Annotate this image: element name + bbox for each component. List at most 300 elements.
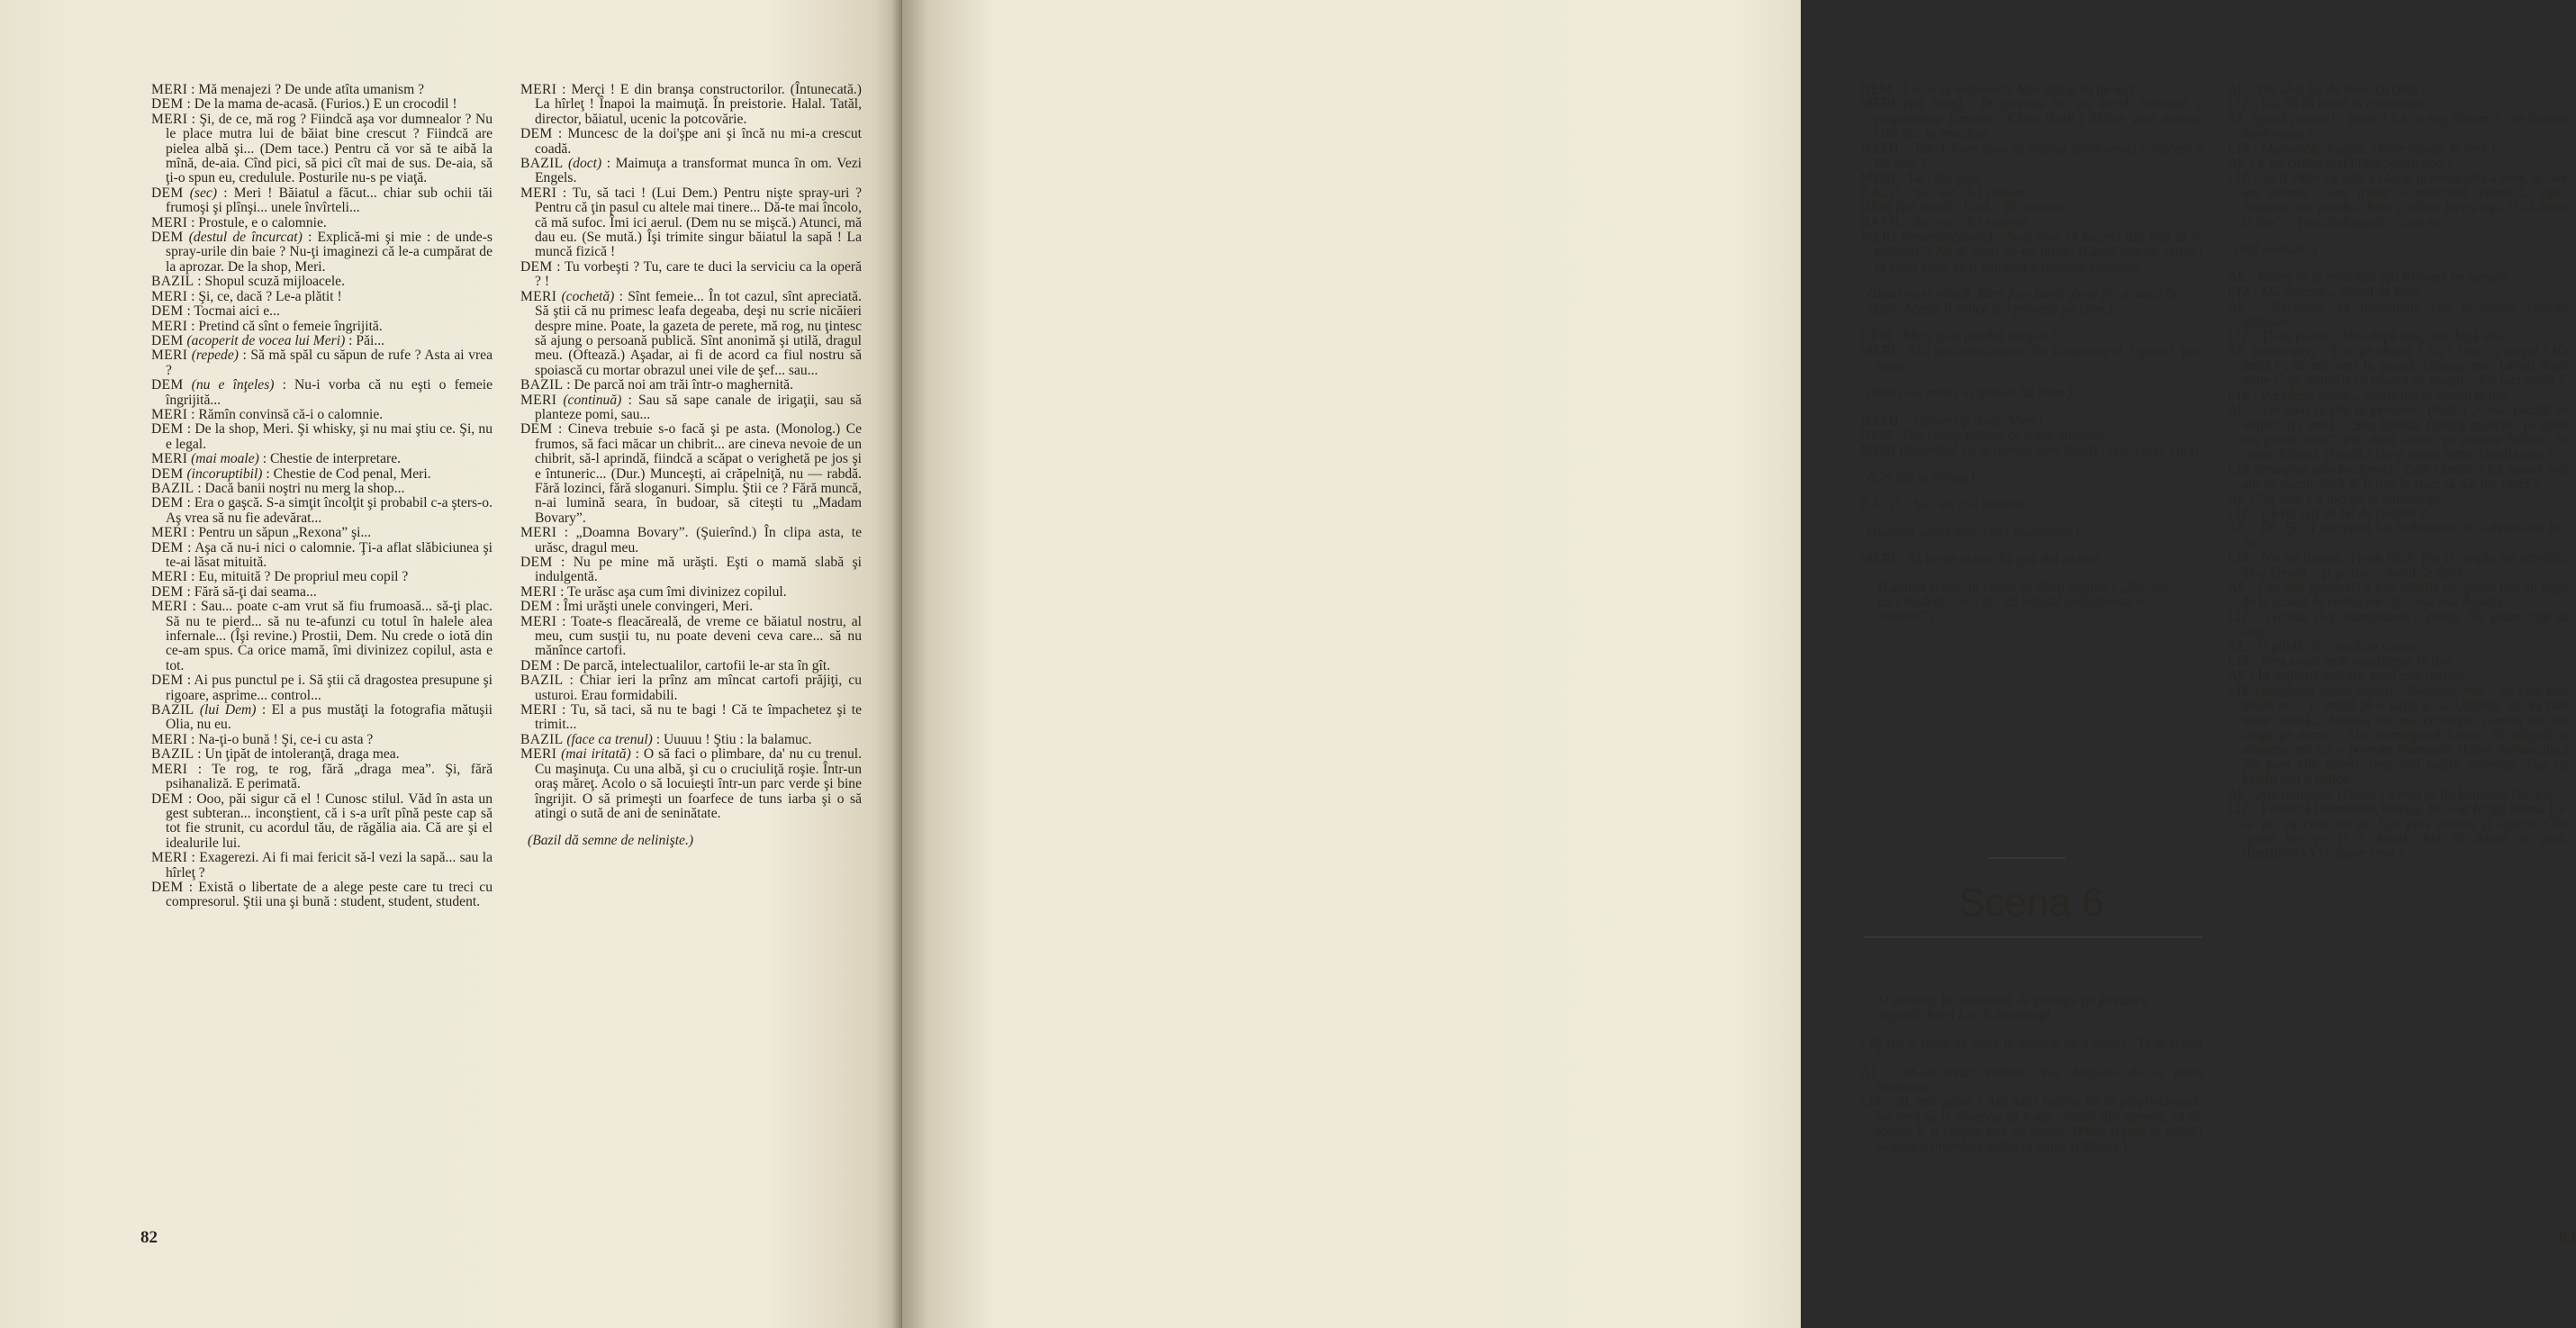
dialogue-line: MERI (mai iritată) : O să faci o plimbare, da' nu cu trenul. Cu maşinuţa. Cu una albă, şi cu o cruciuliţă roşie. Într-un oraş măreţ. Acolo o să locuieşti într-un parc verde şi bine îngrijit. O să primeşti un foarfece de tuns iarba şi o să atingi o sută de ani de seninătate. xyxy=(520,746,862,821)
line-text: Da. Să fii timid în continuare. xyxy=(2261,96,2429,113)
dialogue-line: BAZIL : Sic, sic, că-i student. xyxy=(1860,185,2030,201)
speaker-name: DEM xyxy=(151,96,184,113)
dialogue-line: BAZIL : Fiindcă am spus că băiatul spălătoresei e student ? De asta ? xyxy=(1860,140,2202,172)
speaker-name: BAZIL xyxy=(151,480,194,496)
dialogue-line: MERI : Eu, mituită ? De propriul meu copil ? xyxy=(151,569,409,585)
page-number-right: 83 xyxy=(2559,1228,2576,1247)
dialogue-line: AL : Pot să-ţi fiu de folos cu ceva ? xyxy=(2228,82,2427,97)
speaker-name: LIZ xyxy=(2228,461,2251,477)
dialogue-line: MERI : Toate-s fleacăreală, de vreme ce băiatul nostru, al meu, cum susţii tu, nu poate deveni ceva care... să nu mănînce cartofi. xyxy=(520,613,862,659)
speaker-name: MERI xyxy=(1860,343,1897,359)
speaker-name: DEM xyxy=(151,332,184,348)
dialogue-line: MERI : Sau... poate c-am vrut să fiu frumoasă... să-ţi plac. Să nu te pierd... să nu te-afunzi cu totul în halele alea infernale... (Îşi revine.) Prostii, Dem. Nu crede o iotă din ce-am spus. Ca orice mamă, îmi divinizez copilul, asta e tot. xyxy=(151,599,493,673)
line-text: Nu asta. Că lucrezi la Salvare şi... xyxy=(2257,491,2447,507)
dialogue-line: LIZ : Că-mi eşti un fel de pacient ? xyxy=(2228,505,2427,521)
line-text: Pretind că sînt o femeie îngrijită. xyxy=(198,318,383,334)
line-text: Chiar ieri la prînz am mîncat cartofi prăjiţi, cu usturoi. Erau formidabili. xyxy=(535,673,862,703)
dialogue-line: MERI : Prostule, e o calomnie. xyxy=(151,214,327,230)
speaker-name: MERI xyxy=(520,525,557,541)
line-text: Am uitat că sînt în pensiune. (Rîde.) „Ursul păcălit de vulpe”. (O imită.) „Sînt blondă, fiindcă muncesc pe unde mă prinde luna”. Păi, dacă lucrezi pe maşina Salvării, te crede, băiatul. (Pauză.) Nu-ţi spune nimic chestia asta ? xyxy=(2242,402,2568,463)
line-text: O să faci o plimbare, da' nu cu trenul. Cu maşinuţa. Cu una albă, şi cu o cruciuliţă roşie. Într-un oraş măreţ. Acolo o să locuieşti într-un parc verde şi bine îngrijit. O să primeşti un foarfece de tuns iarba şi o să atingi o sută de ani de seninătate. xyxy=(535,746,862,821)
dialogue-line: DEM : Muncesc de la doi'şpe ani şi încă nu mi-a crescut coadă. xyxy=(520,126,862,157)
speaker-name: BAZIL xyxy=(520,673,564,689)
stage-direction-inline: (admirativ) xyxy=(2252,343,2317,359)
dialogue-line: LIZ (pregătind micul dejun) : Pacienţii mei... de cele mai multe ori... îi întind pe-o targă şi, la Urgenţă, în cea mai mare viteză... Nimeni nu mă cunoaşte, nimeni nu mă strigă pe nume... Alo, domnişoară Lizica, fii drăguţă şi adoarme-mă cu o poveste frumoasă. (Ceva melancolie.) Nu prea alin dureri, deşi văd multă suferinţă. Dar cu băieţii sînt o cinică. xyxy=(2228,682,2568,788)
dialogue-line: AL (admirativ) : Tras pe sfoară ! Eu ! Dus cu preşul ! (O imită.) „Să mă vezi la ştrand, băieţaş, mor băieţii după mine !” Şi, aiureala cu munca de noapte... Ce faci acolo ? xyxy=(2228,343,2569,389)
dialogue-line: DEM : Las-o să vorbească. Mai sînt şi eu pe-aici. xyxy=(1860,82,2138,97)
dialogue-line: MERI : Mă menajezi ? De unde atîta umanism ? xyxy=(151,82,425,97)
line-text: Că-mi eşti un fel de pacient ? xyxy=(2261,505,2427,521)
speaker-name: DEM xyxy=(151,495,184,511)
speaker-name: MERI xyxy=(1860,230,1897,246)
line-text: Te urăsc aşa cum îmi divinizez copilul. xyxy=(567,583,787,600)
dialogue-line: DEM : De la shop, Meri. Şi whisky, şi nu mai ştiu ce. Şi, nu e legal. xyxy=(151,421,493,452)
speaker-name: LIZ xyxy=(2228,609,2251,625)
line-text: Să fi văzut ce ochi a căscat prietena asta a mea, la care am dormit. I-am trîntit o minciună cosmică. „Ştii, Augusta, am pierdut cheia şi mîine forţez uşa. O să dorm la tine”. „Te-ai îndrăgostit”, zice ea. xyxy=(2242,170,2568,230)
dialogue-line: DEM : Tocmai aici e... xyxy=(151,303,280,320)
stage-direction: (Lumina scade, în vreme ce Bazil bîiguie : „Sic, sic, că-i student... Sic, sic, că băiatul spălătoresei e student”.) xyxy=(1878,579,2171,625)
line-text: Era o gaşcă. S-a simţit încolţit şi probabil c-a şters-o. Aş vrea să nu fie adevărat... xyxy=(166,495,493,526)
speaker-name: DEM xyxy=(1860,329,1893,345)
line-text: Şi, de ce, mă rog ? Fiindcă aşa vor dumnealor ? Nu le place mutra lui de băiat bine crescut ? Fiindcă are pielea albă şi... (Dem tace.) Pentru că vor să te aibă la mînă, de-aia. Cînd pici, să pici cît mai de sus. De-aia, să ţi-o spun eu, credulule. Posturile nu-s pe viaţă. xyxy=(166,111,493,186)
dialogue-line: DEM : De parcă, intelectualilor, cartofii le-ar sta în gît. xyxy=(520,657,831,673)
line-text: Păi... xyxy=(356,332,385,348)
line-text: Dacă banii noştri nu merg la shop... xyxy=(204,480,405,496)
line-text: Tocmai aici e... xyxy=(194,303,280,320)
dialogue-line: MERI : Şi, de ce, mă rog ? Fiindcă aşa vor dumnealor ? Nu le place mutra lui de băiat bine crescut ? Fiindcă are pielea albă şi... (Dem tace.) Pentru că vor să te aibă la mînă, de-aia. Cînd pici, să pici cît mai de sus. De-aia, să ţi-o spun eu, credulule. Posturile nu-s pe viaţă. xyxy=(151,111,493,186)
scene-divider-bottom xyxy=(1864,936,2202,938)
speaker-name: MERI xyxy=(151,850,188,866)
dialogue-line: DEM : De la mama de-acasă. (Furios.) E un crocodil ! xyxy=(151,96,457,113)
speaker-name: LIZ xyxy=(1860,1094,1884,1110)
dialogue-line: AL : E un cuvînt mai blînd pentru pod ? xyxy=(2228,156,2454,172)
line-text: Sic, sic că-i student. xyxy=(1913,497,2027,513)
dialogue-line: BAZIL : Un ţipăt de intoleranţă, draga mea. xyxy=(151,746,400,763)
dialogue-line: AL : M-au trezit vrăbiile. Fac dragoste de la patru dimineaţa. xyxy=(1860,1064,2202,1096)
dialogue-line: BAZIL : Dacă banii noştri nu merg la shop... xyxy=(151,480,405,496)
speaker-name: DEM xyxy=(1860,200,1893,216)
speaker-name: BAZIL xyxy=(1860,214,1903,230)
dialogue-line: DEM : Îmi urăşti unele convingeri, Meri. xyxy=(520,599,754,615)
dialogue-line: BAZIL : Sic, sic, că-i student. xyxy=(1860,214,2030,230)
dialogue-line: LIZ (cu o sticlă de lapte în mînă şi cu o pîine) : Te-ai sculat ? xyxy=(1860,1034,2203,1066)
dialogue-line: BAZIL (doct) : Maimuţa a transformat munca în om. Vezi Engels. xyxy=(520,156,862,186)
dialogue-line: LIZ : Pregătesc micul... foarte micul nostru dejun. xyxy=(2228,387,2510,403)
speaker-name: AL xyxy=(1860,1064,1880,1080)
speaker-name: MERI xyxy=(151,451,188,467)
speaker-name: DEM xyxy=(151,583,184,600)
dialogue-line: BAZIL (lui Dem) : El a pus mustăţi la fotografia mătuşii Olia, nu eu. xyxy=(151,702,493,733)
dialogue-line: MERI : Tu, să taci, să nu te bagi ! Că te împachetez şi te trimit... xyxy=(520,702,863,733)
line-text: Şi, ce, dacă ? Le-a plătit ! xyxy=(198,288,342,304)
line-text: Prea aveai mult neastîmpăr în tine. xyxy=(2261,654,2456,670)
line-text: Nu pe mine mă urăşti. Eşti o mamă slabă şi indulgentă. xyxy=(535,555,862,585)
speaker-name: BAZIL xyxy=(151,746,194,763)
line-text: Meri ! Băiatul a făcut... chiar sub ochii tăi frumoşi şi plînşi... unele învîrteli... xyxy=(166,185,493,216)
speaker-name: LIZ xyxy=(2228,170,2251,186)
stage-direction-inline: (cochetă) xyxy=(561,288,615,304)
dialogue-line: LIZ : Şi, eşti gelos ! Am adus laptele de la proprietăreasă. Nu cred să fi observat că n-am coborît din cameră, ca de obicei. E o femeie tare de treabă. (Pune reşoul în priză.) Şi-avea o încredere oarbă în mine. (Oftează.) xyxy=(1860,1094,2202,1154)
line-text: Şi, eşti gelos ! Am adus laptele de la proprietăreasă. Nu cred să fi observat că n-am coborît din cameră, ca de obicei. E o femeie tare de treabă. (Pune reşoul în priză.) Şi-avea o încredere oarbă în mine. (Oftează.) xyxy=(1875,1094,2202,1154)
dialogue-line: MERI : Şi, ce, dacă ? Le-a plătit ! xyxy=(151,288,342,304)
dialogue-line: BAZIL : Chiar ieri la prînz am mîncat cartofi prăjiţi, cu usturoi. Erau formidabili. xyxy=(520,673,862,703)
dialogue-line: LIZ : Ţi-au plăcut ? Una după alta, una după alta... xyxy=(2228,329,2514,345)
speaker-name: DEM xyxy=(151,673,184,689)
dialogue-line: DEM : Tu vorbeşti ? Tu, care te duci la serviciu ca la operă ? ! xyxy=(520,258,862,290)
stage-direction-inline: (repede) xyxy=(191,348,239,364)
stage-direction-inline: (incoruptibil) xyxy=(186,465,263,482)
dialogue-line: MERI : Te rog, te rog, fără „draga mea”. Şi, fără psihanaliză. E perimată. xyxy=(151,761,493,792)
dialogue-line: MERI : Rămîn convinsă că-i o calomnie. xyxy=(151,406,384,422)
dialogue-line: AL : Recunosc că minciunile tale de-aseară valorau milioane. xyxy=(2228,299,2568,330)
dialogue-line: LIZ (aranjînd prin încăpere) : Care chestie ? Că aseară erai atît de pornit, încît ai fi fost în stare să dai foc casei ? xyxy=(2228,461,2568,492)
line-text: N-ai vrea să încerci din nou să te spînzuri ? Ne-ai scuti de-un drum. (Caută într-un sertar.) Ia banii ăştia, să-ţi cumperi o frînghie zdravănă. xyxy=(1875,230,2202,275)
right-page xyxy=(902,0,2576,1328)
dialogue-line: AL : O pilulă cît o nucă de cocos. xyxy=(2228,638,2418,655)
line-text: E un cuvînt mai blînd pentru pod ? xyxy=(2257,156,2454,172)
line-text: De la mama de-acasă. (Furios.) E un crocodil ! xyxy=(194,96,457,113)
stage-direction: (Bazil s-a retras în spatele lui Dem.) xyxy=(1867,385,2073,402)
line-text: Shopul scuză mijloacele. xyxy=(204,274,346,290)
speaker-name: DEM xyxy=(520,126,553,142)
line-text: Toate-s fleacăreală, de vreme ce băiatul nostru, al meu, cum susţii tu, nu poate deveni ceva care... să nu mănînce cartofi. xyxy=(535,613,862,659)
line-text: Na-ţi-o bună ! Şi, ce-i cu asta ? xyxy=(198,731,374,747)
dialogue-line: AL : Am remarcat. (Pauză.) Vreau să fiu bolnavul tău, Liz. xyxy=(2228,786,2558,802)
line-text: Sic, sic, că-i student. xyxy=(1913,185,2030,201)
dialogue-line: BAZIL : Shopul scuză mijloacele. xyxy=(151,274,346,290)
line-text: Aşa că nu-i nici o calomnie. Ţi-a aflat slăbiciunea şi te-ai lăsat mituită. xyxy=(166,539,493,570)
left-page xyxy=(0,0,902,1328)
dialogue-line: MERI : Exagerezi. Ai fi mai fericit să-l vezi la sapă... sau la hîrleţ ? xyxy=(151,850,493,881)
line-text: În legitimă apărare, totul este permis. xyxy=(2257,668,2468,684)
dialogue-line: AL : În legitimă apărare, totul este permis. xyxy=(2228,668,2468,684)
speaker-name: LIZ xyxy=(2228,550,2251,566)
speaker-name: BAZIL xyxy=(1860,497,1903,513)
line-text: Sau să sape canale de irigaţii, sau să planteze pomi, sau... xyxy=(535,392,862,422)
stage-direction: (Cei doi se retrag.) xyxy=(1867,469,1975,485)
speaker-name: BAZIL xyxy=(151,274,194,290)
speaker-name: LIZ xyxy=(2228,505,2251,521)
speaker-name: AL xyxy=(2228,156,2247,172)
speaker-name: LIZ xyxy=(1860,1034,1884,1051)
dialogue-line: BAZIL : De parcă noi am trăi într-o maghernită. xyxy=(520,377,794,393)
line-text: Mansardă, dragule. (Pune laptele la fiert.) xyxy=(2261,140,2496,157)
line-text: Te-ai sculat ? xyxy=(1875,1034,2203,1066)
dialogue-line: DEM (sec) : Meri ! Băiatul a făcut... chiar sub ochii tăi frumoşi şi plînşi... unele învîrteli... xyxy=(151,185,493,216)
line-text: Muncesc de la doi'şpe ani şi încă nu mi-a crescut coadă. xyxy=(535,126,862,157)
speaker-name: AL xyxy=(2228,638,2247,655)
speaker-name: MERI xyxy=(151,731,188,747)
dialogue-line: AL : Pariez că la minciuni eşti fruntaşă pe ramură. xyxy=(2228,269,2511,285)
stage-direction-inline: (continuă) xyxy=(563,392,622,408)
dialogue-line: DEM : Fără să-ţi dai seama... xyxy=(151,583,317,600)
scene-title: Scena 6 xyxy=(1958,881,2104,925)
speaker-name: MERI xyxy=(151,318,188,334)
line-text: Meri, ţi-ai pierdut minţile ? xyxy=(1903,329,2056,345)
stage-direction-inline: (lui Dem) xyxy=(199,702,257,718)
dialogue-line: MERI : Te urăsc aşa cum îmi divinizez copilul. xyxy=(520,583,787,600)
line-text: Care chestie ? Că aseară erai atît de pornit, încît ai fi fost în stare să dai foc casei ? xyxy=(2242,461,2568,492)
line-text: Pariez că la minciuni eşti fruntaşă pe ramură. xyxy=(2257,269,2511,285)
line-text: Să fie de nylon. Să ţină doi ca tine. xyxy=(1907,552,2103,568)
dialogue-line: DEM : Aşa că nu-i nici o calomnie. Ţi-a aflat slăbiciunea şi te-ai lăsat mituită. xyxy=(151,539,493,570)
speaker-name: DEM xyxy=(151,230,184,246)
speaker-name: DEM xyxy=(520,258,553,275)
speaker-name: DEM xyxy=(520,599,553,615)
speaker-name: DEM xyxy=(520,657,553,673)
line-text: Optzeci şi două, Meri ! xyxy=(1913,412,2044,429)
line-text: Dar sînteţi nebuni de legat, amîndoi... xyxy=(1903,428,2115,444)
speaker-name: BAZIL xyxy=(520,156,564,172)
speaker-name: DEM xyxy=(1860,82,1893,97)
dialogue-line: LIZ : Să fi văzut ce ochi a căscat prietena asta a mea, la care am dormit. I-am trîntit o minciună cosmică. „Ştii, Augusta, am pierdut cheia şi mîine forţez uşa. O să dorm la tine”. „Te-ai îndrăgostit”, zice ea. xyxy=(2228,170,2568,230)
line-text: Uuuuu ! Ştiu : la balamuc. xyxy=(664,731,812,747)
speaker-name: MERI xyxy=(151,111,188,127)
stage-direction: (Rîd amîndoi.) xyxy=(2235,242,2317,258)
line-text: Pacienţii mei... de cele mai multe ori... îi întind pe-o targă şi, la Urgenţă, în cea mai mare viteză... Nimeni nu mă cunoaşte, nimeni nu mă strigă pe nume... Alo, domnişoară Lizica, fii drăguţă şi adoarme-mă cu o poveste frumoasă. (Ceva melancolie.) Nu prea alin dureri, deşi văd multă suferinţă. Dar cu băieţii sînt o cinică. xyxy=(2242,682,2568,788)
speaker-name: LIZ xyxy=(2228,329,2251,345)
dialogue-line: AL (gustă poanta) : Bună ! La ce etaj sîntem ? (Se întinde după somn.) xyxy=(2228,111,2568,142)
line-text: Mă menajezi ? De unde atîta umanism ? xyxy=(198,82,425,97)
line-text: Te rog, te rog, fără „draga mea”. Şi, fără psihanaliză. E perimată. xyxy=(166,761,493,792)
speaker-name: LIZ xyxy=(2228,284,2251,300)
stage-direction-inline: (acoperit de vocea lui Meri) xyxy=(186,332,346,348)
speaker-name: AL xyxy=(2228,343,2247,359)
line-text: Fiindcă am spus că băiatul spălătoresei e student ? De asta ? xyxy=(1875,140,2202,172)
line-text: Îhî. Şi că pacientul s-a îndrăgostit de salvatoarea lui. Jur. xyxy=(2242,520,2568,551)
line-text: Sic, sic, că-i student. xyxy=(1913,214,2030,230)
line-text: Nu mă linguşi. Ţi-am făcut, pur şi simplu, un serviciu. Te-a plesnit... şi pe tine... dorul de ducă. xyxy=(2242,550,2568,581)
speaker-name: DEM xyxy=(151,790,184,807)
speaker-name: BAZIL xyxy=(151,702,194,718)
line-text: Nu-i vorba că nu eşti o femeie îngrijită... xyxy=(166,377,493,408)
speaker-name: DEM xyxy=(151,879,184,895)
dialogue-line: DEM (incoruptibil) : Chestie de Cod penal, Meri. xyxy=(151,465,431,482)
stage-direction-inline: (mai iritată) xyxy=(561,746,631,763)
line-text: Ai pus punctul pe i. Să ştii că dragostea presupune şi rigoare, asprime... control... xyxy=(166,673,493,703)
line-text: O pilulă cît o nucă de cocos. xyxy=(2257,638,2418,655)
dialogue-line: DEM : Dar sînteţi nebuni de legat, amîndoi... xyxy=(1860,428,2115,444)
dialogue-line: DEM : Era o gaşcă. S-a simţit încolţit şi probabil c-a şters-o. Aş vrea să nu fie adevărat... xyxy=(151,495,493,526)
page-number-left: 82 xyxy=(140,1228,158,1247)
speaker-name: AL xyxy=(2228,82,2247,97)
line-text: Să mă spăl cu săpun de rufe ? Asta ai vrea ? xyxy=(166,348,493,378)
speaker-name: MERI xyxy=(520,583,557,600)
line-text: Pentru un săpun „Rexona” şi... xyxy=(198,525,372,541)
line-text: Tu, să taci, să nu te bagi ! Că te împachetez şi te trimit... xyxy=(535,702,863,733)
speaker-name: MERI xyxy=(520,613,557,629)
speaker-name: MERI xyxy=(520,392,557,408)
dialogue-line: DEM (nu e înţeles) : Nu-i vorba că nu eşti o femeie îngrijită... xyxy=(151,377,493,408)
line-text: Chestie de Cod penal, Meri. xyxy=(273,465,431,482)
speaker-name: DEM xyxy=(151,539,184,556)
speaker-name: LIZ xyxy=(2228,96,2251,113)
line-text: Există o libertate de a alege peste care tu treci cu compresorul. Ştii una şi bună : student, student, student. xyxy=(166,879,493,910)
line-text: Exagerezi. Ai fi mai fericit să-l vezi la sapă... sau la hîrleţ ? xyxy=(166,850,493,881)
speaker-name: AL xyxy=(2228,786,2247,802)
line-text: Mă descurc... destul de bine. xyxy=(2261,284,2422,300)
line-text: Chestie de interpretare. xyxy=(270,451,402,467)
speaker-name: MERI xyxy=(520,702,557,718)
stage-direction-inline: (cu o sticlă de lapte în mînă şi cu o pîine) xyxy=(1886,1034,2126,1051)
speaker-name: DEM xyxy=(151,185,184,201)
speaker-name: MERI xyxy=(520,185,557,201)
line-text: De parcă noi am trăi într-o maghernită. xyxy=(574,377,794,393)
line-text: Maimuţa a transformat munca în om. Vezi Engels. xyxy=(535,156,862,186)
line-text: Merçi ! E din branşa constructorilor. (Întunecată.) La hîrleţ ! Înapoi la maimuţă. În preistorie. Halal. Tatăl, director, băiatul, ucenic la potcovărie. xyxy=(535,82,862,127)
dialogue-line: LIZ : Mansardă, dragule. (Pune laptele la fiert.) xyxy=(2228,140,2496,157)
dialogue-line: DEM : Nu pe mine mă urăşti. Eşti o mamă slabă şi indulgentă. xyxy=(520,555,862,585)
speaker-name: BAZIL xyxy=(1860,412,1903,429)
stage-direction-inline: (pregătind micul dejun) xyxy=(2255,682,2393,699)
dialogue-line: MERI : „Doamna Bovary”. (Şuierînd.) În clipa asta, te urăsc, dragul meu. xyxy=(520,525,862,556)
dialogue-line: AL : Nu asta. Că lucrezi la Salvare şi... xyxy=(2228,491,2447,507)
dialogue-line: MERI (continuă) : Sau să sape canale de irigaţii, sau să planteze pomi, sau... xyxy=(520,392,862,422)
dialogue-line: BAZIL : Sic, sic că-i student. xyxy=(1860,497,2027,513)
line-text: Un ţipăt de intoleranţă, draga mea. xyxy=(204,746,400,763)
dialogue-line: AL : Cea mai gogonată a fost chestia cu „patru fete au fugit de la şcoala de reeducare” şi... aşa mai departe. xyxy=(2228,580,2568,610)
dialogue-line: AL : Îhî. Şi că pacientul s-a îndrăgostit de salvatoarea lui. Jur. xyxy=(2228,520,2568,551)
line-text: Tu, să taci ! (Lui Dem.) Pentru nişte spray-uri ? Pentru că ţin pasul cu altele mai tinere... Dă-te mai încolo, că mă sufoc. Îmi ici aerul. (Dem nu se mişcă.) Atunci, mă dau eu. (Se mută.) Îşi trimite singur băiatul la sapă ! La muncă fizică ! xyxy=(535,185,862,260)
speaker-name: BAZIL xyxy=(520,377,564,393)
speaker-name: MERI xyxy=(1860,552,1897,568)
speaker-name: MERI xyxy=(151,406,188,422)
stage-direction-inline: (destul de încurcat) xyxy=(188,230,303,246)
dialogue-line: DEM : Ooo, păi sigur că el ! Cunosc stilul. Văd în asta un gest subteran... inconştient, că i s-a urît pînă peste cap să tot fie strunit, cu acordul tău, de răgălia aia. Că are şi el idealurile lui. xyxy=(151,790,493,851)
dialogue-line: BAZIL : Optzeci şi două, Meri ! xyxy=(1860,412,2044,429)
dialogue-line: MERI : Să fie de nylon. Să ţină doi ca tine. xyxy=(1860,552,2103,568)
dialogue-line: DEM : Meri, ţi-ai pierdut minţile ? xyxy=(1860,329,2056,345)
dialogue-line: LIZ : Mă descurc... destul de bine. xyxy=(2228,284,2422,300)
line-text: Sau... poate c-am vrut să fiu frumoasă... să-ţi plac. Să nu te pierd... să nu te-afunzi cu totul în halele alea infernale... (Îşi revine.) Prostii, Dem. Nu crede o iotă din ce-am spus. Ca orice mamă, îmi divinizez copilul, asta e tot. xyxy=(166,599,493,673)
speaker-name: DEM xyxy=(151,421,184,438)
line-text: Las-o să vorbească. Mai sînt şi eu pe-aici. xyxy=(1903,82,2138,97)
speaker-name: MERI xyxy=(151,214,188,230)
speaker-name: DEM xyxy=(1860,428,1893,444)
speaker-name: LIZ xyxy=(2228,801,2251,818)
line-text: Să-i spui vînzătoarei cîte kilograme ai. Optzeci, ţine minte. xyxy=(1875,343,2202,374)
line-text: Ooo, păi sigur că el ! Cunosc stilul. Văd în asta un gest subteran... inconştient, că i s-a urît pînă peste cap să tot fie strunit, cu acordul tău, de răgălia aia. Că are şi el idealurile lui. xyxy=(166,790,493,851)
speaker-name: BAZIL xyxy=(1860,185,1903,201)
line-text: De la shop, Meri. Şi whisky, şi nu mai ştiu ce. Şi, nu e legal. xyxy=(166,421,493,452)
speaker-name: LIZ xyxy=(2228,140,2251,157)
stage-direction: (Lumina scade lent. Meri înaintează.) xyxy=(1867,524,2080,540)
line-text: Fără să-ţi dai seama... xyxy=(194,583,317,600)
dialogue-line: DEM : Cineva trebuie s-o facă şi pe asta. (Monolog.) Ce frumos, să faci măcar un chibrit... are cineva nevoie de un chibrit, să-l aprindă, fiindcă a scăpat o verighetă pe jos şi e întuneric... (Dur.) Munceşti, ai crăpelniţă, nu — rabdă. Fără lozinci, fără sloganuri. Simplu. Ştii ce ? Fără muncă, n-ai lumină seara, în budoar, să citeşti tu „Madam Bovary”. xyxy=(520,421,862,526)
dialogue-line: MERI : Taci din gură ! xyxy=(1860,170,1990,186)
dialogue-line: MERI : Tu, să taci ! (Lui Dem.) Pentru nişte spray-uri ? Pentru că ţin pasul cu altele mai tinere... Dă-te mai încolo, că mă sufoc. Îmi ici aerul. (Dem nu se mişcă.) Atunci, mă dau eu. (Se mută.) Îşi trimite singur băiatul la sapă ! La muncă fizică ! xyxy=(520,185,862,260)
line-text: Pregătesc micul... foarte micul nostru dejun. xyxy=(2261,387,2510,403)
dialogue-line: MERI : Merçi ! E din branşa constructorilor. (Întunecată.) La hîrleţ ! Înapoi la maimuţă. În preistorie. Halal. Tatăl, director, băiatul, ucenic la potcovărie. xyxy=(520,82,862,127)
speaker-name: LIZ xyxy=(2228,654,2251,670)
line-text: Prostule, e o calomnie. xyxy=(198,214,327,230)
line-text: Hai, curaj, curaj. xyxy=(2108,442,2202,458)
stage-direction-inline: (doct) xyxy=(567,156,602,172)
right-column-1 xyxy=(1860,83,2202,637)
stage-direction: (Bazil dă semne de nelinişte.) xyxy=(528,833,694,849)
line-text: Cea mai gogonată a fost chestia cu „patru fete au fugit de la şcoala de reeducare” şi... aşa mai departe. xyxy=(2242,580,2568,610)
speaker-name: BAZIL xyxy=(1860,140,1903,157)
right-column-1-scene xyxy=(1860,981,2202,1154)
line-text: Recunosc că minciunile tale de-aseară valorau milioane. xyxy=(2242,299,2568,330)
dialogue-line: DEM : Există o libertate de a alege peste care tu treci cu compresorul. Ştii una şi bună : student, student, student. xyxy=(151,879,493,910)
speaker-name: AL xyxy=(2228,402,2247,419)
dialogue-line: LIZ : Prea aveai mult neastîmpăr în tine. xyxy=(2228,654,2456,670)
dialogue-line: MERI : Na-ţi-o bună ! Şi, ce-i cu asta ? xyxy=(151,731,374,747)
line-text: El a pus mustăţi la fotografia mătuşii Olia, nu eu. xyxy=(166,702,493,733)
line-text: De parcă, intelectualilor, cartofii le-ar sta în gît. xyxy=(563,657,831,673)
line-text: „Doamna Bovary”. (Şuierînd.) În clipa asta, te urăsc, dragul meu. xyxy=(535,525,862,556)
dialogue-line: LIZ : Nu mă linguşi. Ţi-am făcut, pur şi simplu, un serviciu. Te-a plesnit... şi pe tine... dorul de ducă. xyxy=(2228,550,2568,581)
dialogue-line: BAZIL (face ca trenul) : Uuuuu ! Ştiu : la balamuc. xyxy=(520,731,812,747)
stage-direction-inline: (mai moale) xyxy=(191,451,259,467)
speaker-name: AL xyxy=(2228,580,2247,595)
speaker-name: DEM xyxy=(520,421,553,438)
dialogue-line: LIZ : Trebuia să-ţi administrez o pilulă. Nu ştiam cum să scap. xyxy=(2228,609,2568,640)
speaker-name: MERI xyxy=(1860,96,1897,113)
stage-direction-inline: (aranjînd prin încăpere) xyxy=(2254,461,2392,477)
dialogue-line: MERI (lui Dem) : În privinţa lui, eu decid. Nebunul e proprietatea familiei. (Către Bazil.) Mîine vine mătuşa Olia şi... la revedere. xyxy=(1860,96,2202,142)
dialogue-line: AL : Am uitat că sînt în pensiune. (Rîde.) „Ursul păcălit de vulpe”. (O imită.) „Sînt blondă, fiindcă muncesc pe unde mă prinde luna”. Păi, dacă lucrezi pe maşina Salvării, te crede, băiatul. (Pauză.) Nu-ţi spune nimic chestia asta ? xyxy=(2228,402,2568,463)
line-text: Pot să-ţi fiu de folos cu ceva ? xyxy=(2257,82,2427,97)
dialogue-line: MERI (ameninţătoare) : N-ai vrea să încerci din nou să te spînzuri ? Ne-ai scuti de-un drum. (Caută într-un sertar.) Ia banii ăştia, să-ţi cumperi o frînghie zdravănă. xyxy=(1860,230,2202,275)
speaker-name: MERI xyxy=(151,82,188,97)
speaker-name: MERI xyxy=(151,599,188,615)
speaker-name: AL xyxy=(2228,111,2247,127)
speaker-name: MERI xyxy=(1860,442,1897,458)
line-text: Explică-mi şi mie : de unde-s spray-urile din baie ? Nu-ţi imaginezi că le-a cumpărat de la aprozar. De la shop, Meri. xyxy=(166,230,493,275)
stage-direction-inline: (lui Dem) xyxy=(1903,96,1963,113)
speaker-name: AL xyxy=(2228,520,2247,537)
line-text: Rămîn convinsă că-i o calomnie. xyxy=(198,406,384,422)
speaker-name: BAZIL xyxy=(520,731,564,747)
line-text: Tu vorbeşti ? Tu, care te duci la serviciu ca la operă ? ! xyxy=(535,258,862,290)
speaker-name: MERI xyxy=(520,746,557,763)
speaker-name: LIZ xyxy=(2228,682,2251,699)
dialogue-line: MERI (repede) : Să mă spăl cu săpun de rufe ? Asta ai vrea ? xyxy=(151,348,493,378)
line-text: Îmi urăşti unele convingeri, Meri. xyxy=(563,599,754,615)
speaker-name: MERI xyxy=(1860,170,1897,186)
speaker-name: DEM xyxy=(151,465,184,482)
speaker-name: AL xyxy=(2228,491,2247,507)
line-text: În privinţa lui, eu decid. Nebunul e proprietatea familiei. (Către Bazil.) Mîine vine mătuşa Olia şi... la revedere. xyxy=(1875,96,2202,142)
speaker-name: MERI xyxy=(151,569,188,585)
speaker-name: LIZ xyxy=(2228,387,2251,403)
stage-direction: (Bazil nu se mişcă. Meri face banii ghem şi-i aruncă în Bazil. Acesta îi ridică şi-l priveşte pe Dem.) xyxy=(1867,286,2177,317)
speaker-name: DEM xyxy=(520,555,553,570)
right-column-2 xyxy=(2228,83,2568,862)
speaker-name: MERI xyxy=(520,288,557,304)
stage-direction-inline: (ameninţătoare) xyxy=(1901,230,1993,246)
line-text: Cineva trebuie s-o facă şi pe asta. (Monolog.) Ce frumos, să faci măcar un chibrit... are cineva nevoie de un chibrit, să-l aprindă, fiindcă a scăpat o verighetă pe jos şi e întuneric... (Dur.) Munceşti, ai crăpelniţă, nu — rabdă. Fără lozinci, fără sloganuri. Simplu. Ştii ce ? Fără muncă, n-ai lumină seara, în budoar, să citeşti tu „Madam Bovary”. xyxy=(535,421,862,526)
dialogue-line: MERI (mai moale) : Chestie de interpretare. xyxy=(151,451,402,467)
dialogue-line: MERI (cochetă) : Sînt femeie... În tot cazul, sînt apreciată. Să ştii că nu primesc leafa degeaba, deşi nu scrie nicăieri despre mine. Poate, la gazeta de perete, mă rog, nu ţintesc să ajung o persoană publică. Sînt anonimă şi utilă, dragul meu. (Oftează.) Aşadar, ai fi de acord ca fiul nostru să spoiască cu mortar obrazul unei vile de şef... sau... xyxy=(520,288,862,378)
speaker-name: AL xyxy=(2228,299,2247,315)
speaker-name: MERI xyxy=(151,525,188,541)
dialogue-line: LIZ : Da. Să fii timid în continuare. xyxy=(2228,96,2429,113)
line-text: Eu, mituită ? De propriul meu copil ? xyxy=(198,569,409,585)
stage-direction: O cameră, la mansardă. Al priveşte pe fereastra îngustă. Intră Liz. E dimineaţă. xyxy=(1878,993,2149,1024)
line-text: Ţi-au plăcut ? Una după alta, una după alta... xyxy=(2261,329,2514,345)
dialogue-line: MERI : Pentru un săpun „Rexona” şi... xyxy=(151,525,372,541)
speaker-name: AL xyxy=(2228,269,2247,285)
left-column-1 xyxy=(151,83,493,910)
line-text: Ferească Dumnezeu, băieţaş. Mi s-ar frînge inima. Da' să ştii că ceva tot ai. Eşti prea nervos şi apucat. Cîte cafele bei pe zi ? Aveai chef să dormi în gară. (Îngrijorată.) Te doare ceva ? xyxy=(2242,801,2568,862)
dialogue-line: DEM (lui Bazil) : Lasă... fii cuminte. xyxy=(1860,200,2069,216)
speaker-name: DEM xyxy=(151,377,184,393)
dialogue-line: MERI (înaintînd, ca în transă, spre Bazil) : Hai, curaj, curaj. xyxy=(1860,442,2202,458)
speaker-name: MERI xyxy=(520,82,557,97)
